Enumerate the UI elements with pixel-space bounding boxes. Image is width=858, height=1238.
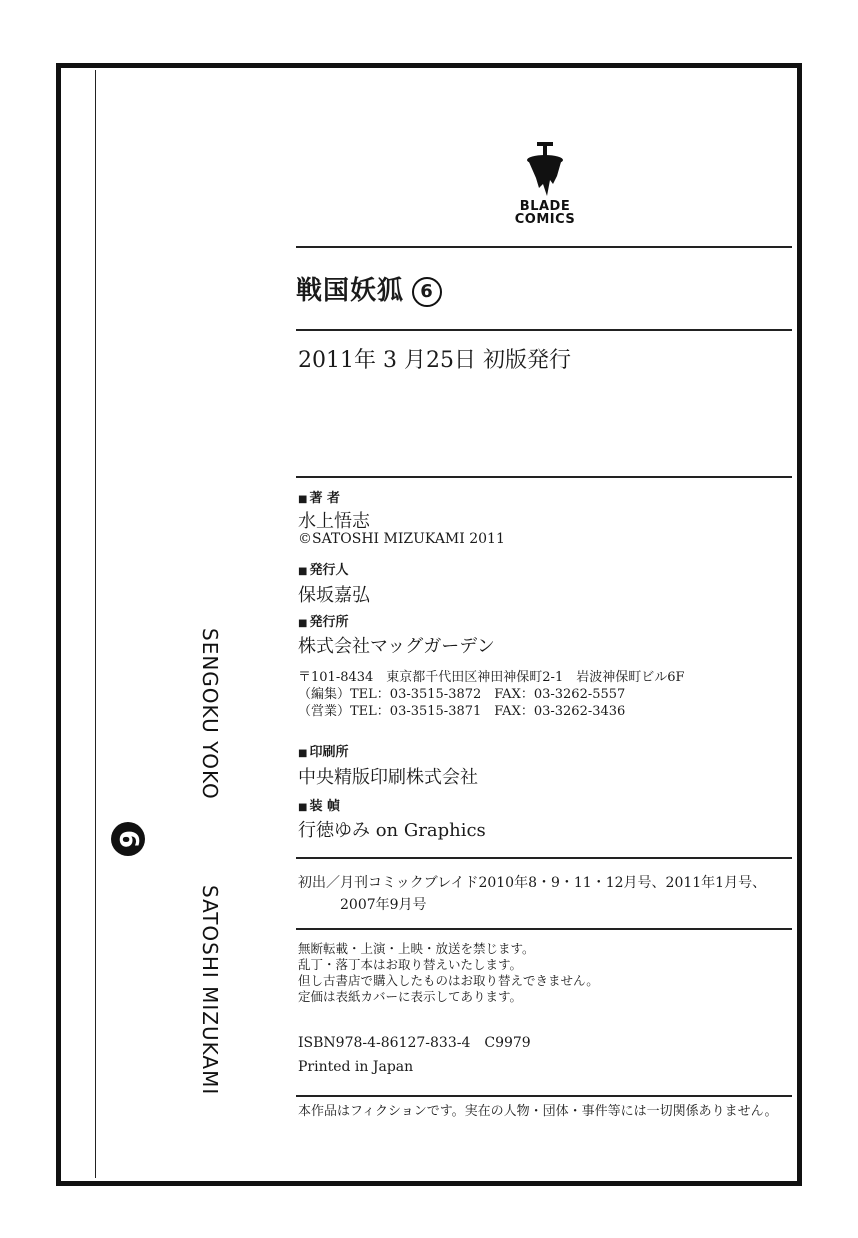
publisher-person-name: 保坂嘉弘 [298, 585, 370, 606]
editorial-contact: （編集）TEL：03-3515-3872 FAX：03-3262-5557 [298, 687, 626, 702]
author-label: ■ 著 者 [298, 487, 340, 506]
rule [296, 1095, 792, 1097]
notice-item: 無断転載・上演・上映・放送を禁じます。 [298, 941, 535, 956]
rule [296, 246, 792, 248]
printed-in: Printed in Japan [298, 1059, 414, 1075]
publisher-address: 〒101-8434 東京都千代田区神田神保町2-1 岩波神保町ビル6F [298, 670, 685, 685]
author-name: 水上悟志 [298, 511, 370, 532]
blade-emblem-icon [523, 140, 567, 200]
spine-author: SATOSHI MIZUKAMI [198, 885, 222, 1096]
notice-item: 但し古書店で購入したものはお取り替えできません。 [298, 973, 599, 988]
spine-volume-badge: 6 [111, 822, 145, 856]
blade-comics-logo [510, 140, 580, 240]
printer-name: 中央精版印刷株式会社 [298, 767, 478, 788]
publisher-label: ■ 発行所 [298, 611, 348, 630]
rule [296, 928, 792, 930]
design-name: 行徳ゆみ on Graphics [298, 820, 486, 841]
notice-list [298, 941, 599, 1005]
spine [95, 600, 222, 1160]
notice-item: 定価は表紙カバーに表示してあります。 [298, 989, 523, 1004]
fiction-disclaimer: 本作品はフィクションです。実在の人物・団体・事件等には一切関係ありません。 [298, 1104, 778, 1119]
first-appearance-line1: 初出／月刊コミックブレイド2010年8・9・11・12月号、2011年1月号、 [298, 875, 767, 891]
design-label: ■ 装 幀 [298, 795, 340, 814]
publisher-person-label: ■ 発行人 [298, 559, 348, 578]
notice-item: 乱丁・落丁本はお取り替えいたします。 [298, 957, 523, 972]
spine-title: SENGOKU YOKO [198, 628, 222, 800]
logo-line1: BLADE [519, 199, 571, 214]
rule [296, 476, 792, 478]
book-title-text: 戦国妖狐 [296, 276, 405, 306]
isbn: ISBN978-4-86127-833-4 C9979 [298, 1035, 531, 1051]
copyright: ©SATOSHI MIZUKAMI 2011 [298, 531, 505, 547]
logo-line2: COMICS [514, 212, 576, 227]
first-appearance-line2: 2007年9月号 [340, 897, 427, 913]
page-frame [56, 63, 802, 1186]
publisher-name: 株式会社マッグガーデン [298, 636, 495, 657]
volume-mark: 6 [412, 277, 442, 307]
book-title [296, 270, 442, 307]
printer-label: ■ 印刷所 [298, 741, 348, 760]
rule [296, 857, 792, 859]
publication-date: 2011年 3 月25日 初版発行 [298, 348, 571, 373]
rule [296, 329, 792, 331]
sales-contact: （営業）TEL：03-3515-3871 FAX：03-3262-3436 [298, 704, 626, 719]
